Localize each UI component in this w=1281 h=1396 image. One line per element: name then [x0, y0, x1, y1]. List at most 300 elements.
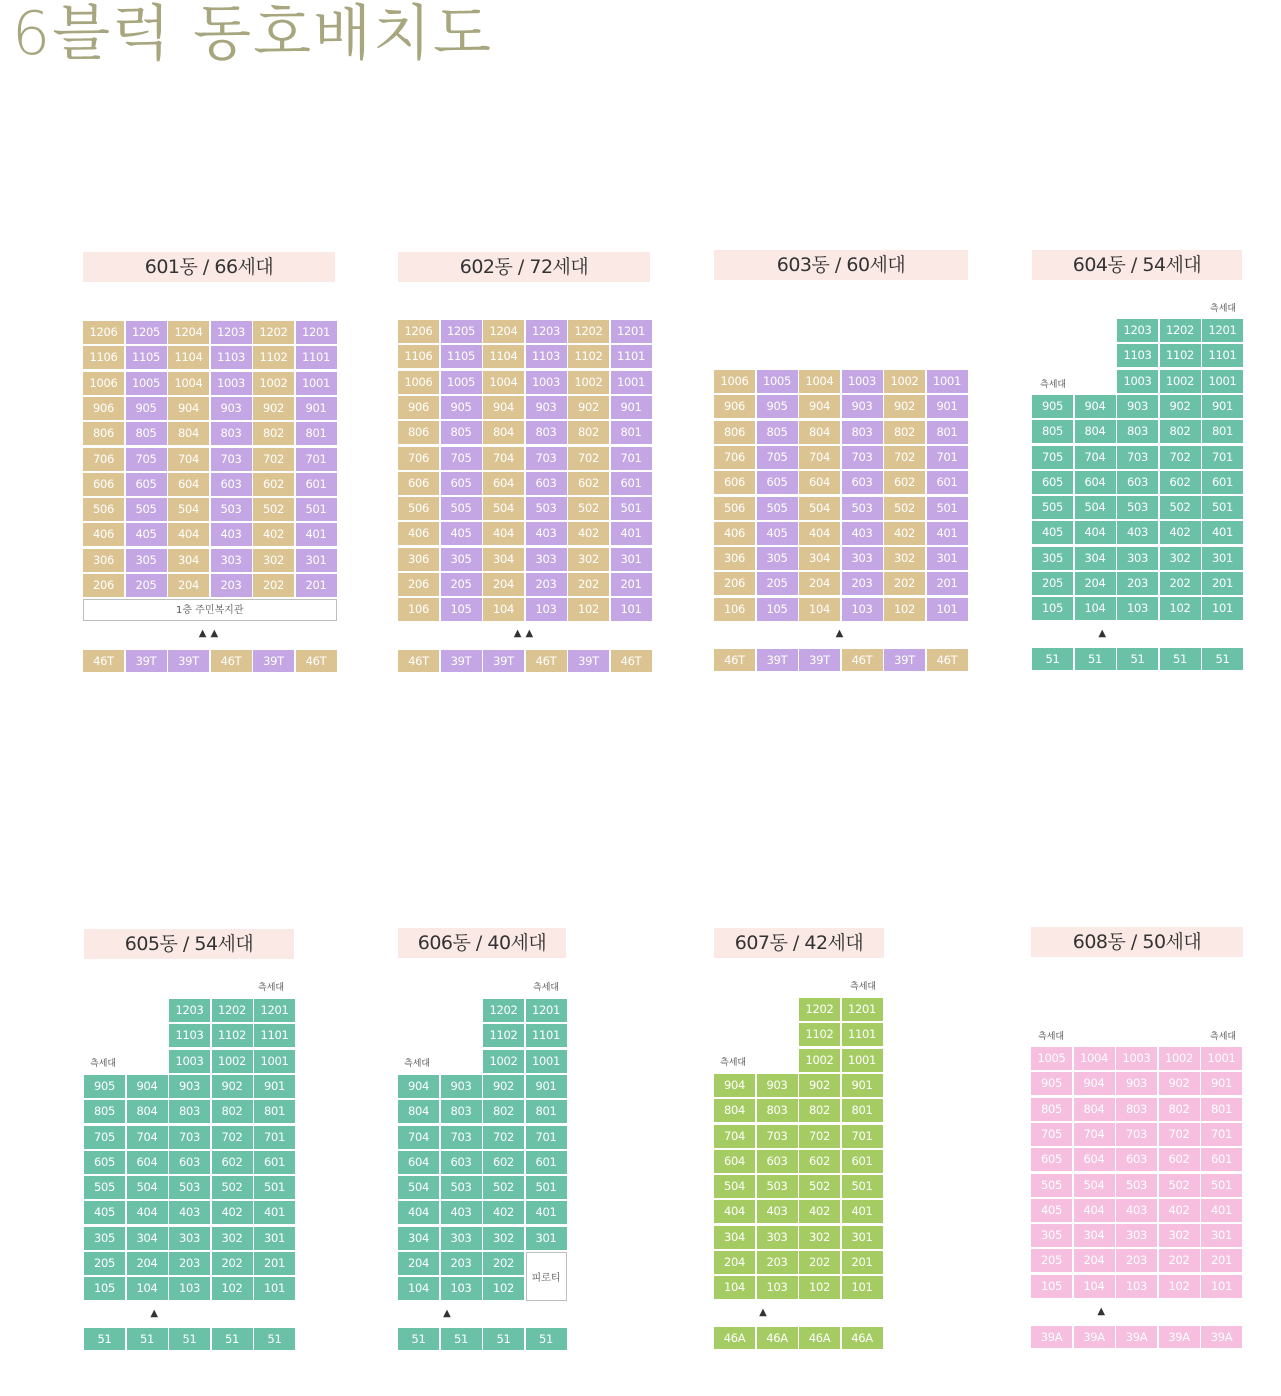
unit-cell: 603 — [441, 1151, 482, 1174]
unit-cell: 106 — [398, 598, 439, 621]
unit-cell: 305 — [126, 549, 167, 572]
unit-cell: 302 — [568, 548, 609, 571]
unit-cell: 104 — [127, 1277, 168, 1300]
unit-cell: 201 — [254, 1252, 295, 1275]
unit-cell: 203 — [757, 1251, 798, 1274]
side-unit-label: 측세대 — [720, 1058, 747, 1068]
unit-cell: 203 — [842, 572, 883, 595]
unit-cell: 602 — [212, 1151, 253, 1174]
unit-cell: 203 — [1117, 572, 1158, 595]
unit-cell: 703 — [169, 1126, 210, 1149]
unit-cell: 1004 — [799, 370, 840, 393]
unit-cell: 606 — [83, 473, 124, 496]
unit-cell: 104 — [799, 598, 840, 621]
unit-cell: 401 — [842, 1200, 883, 1223]
unit-cell: 602 — [799, 1150, 840, 1173]
unit-type-cell: 39T — [483, 650, 524, 672]
unit-cell: 501 — [611, 497, 652, 520]
unit-cell: 1001 — [1201, 1047, 1242, 1070]
unit-cell: 104 — [714, 1276, 755, 1299]
unit-cell: 1001 — [927, 370, 968, 393]
unit-cell: 802 — [212, 1100, 253, 1123]
unit-cell: 701 — [1201, 1123, 1242, 1146]
unit-cell: 603 — [1117, 471, 1158, 494]
unit-cell: 405 — [757, 522, 798, 545]
unit-cell: 501 — [927, 497, 968, 520]
unit-cell: 303 — [169, 1227, 210, 1250]
unit-cell: 504 — [714, 1175, 755, 1198]
building-title-607: 607동 / 42세대 — [714, 928, 884, 958]
unit-cell: 703 — [1117, 446, 1158, 469]
unit-cell: 605 — [84, 1151, 125, 1174]
unit-cell: 902 — [799, 1074, 840, 1097]
unit-type-cell: 39T — [168, 650, 209, 672]
unit-cell: 202 — [884, 572, 925, 595]
unit-cell: 501 — [1201, 1174, 1242, 1197]
unit-cell: 1104 — [168, 346, 209, 369]
unit-type-cell: 46T — [927, 649, 968, 671]
unit-cell: 601 — [296, 473, 337, 496]
unit-cell: 505 — [126, 498, 167, 521]
unit-cell: 402 — [212, 1201, 253, 1224]
entrance-arrow: ▲ — [835, 628, 848, 639]
unit-cell: 901 — [1202, 395, 1243, 418]
unit-cell: 1106 — [83, 346, 124, 369]
unit-cell: 803 — [1117, 420, 1158, 443]
unit-cell: 1202 — [799, 998, 840, 1021]
unit-cell: 1102 — [253, 346, 294, 369]
unit-cell: 605 — [1032, 471, 1073, 494]
unit-cell: 505 — [441, 497, 482, 520]
unit-cell: 1005 — [126, 372, 167, 395]
unit-cell: 1001 — [611, 371, 652, 394]
unit-cell: 401 — [1201, 1199, 1242, 1222]
unit-cell: 703 — [1116, 1123, 1157, 1146]
unit-cell: 404 — [483, 522, 524, 545]
unit-cell: 503 — [1116, 1174, 1157, 1197]
entrance-arrow: ▲ — [1098, 628, 1111, 639]
unit-cell: 905 — [1031, 1072, 1072, 1095]
unit-cell: 603 — [1116, 1148, 1157, 1171]
unit-cell: 101 — [254, 1277, 295, 1300]
unit-cell: 706 — [714, 446, 755, 469]
unit-cell: 1101 — [526, 1024, 567, 1047]
unit-cell: 1001 — [526, 1050, 567, 1073]
unit-cell: 603 — [526, 472, 567, 495]
unit-cell: 305 — [84, 1227, 125, 1250]
unit-cell: 501 — [526, 1176, 567, 1199]
unit-cell: 601 — [254, 1151, 295, 1174]
unit-cell: 103 — [1116, 1275, 1157, 1298]
side-unit-label: 측세대 — [850, 982, 877, 992]
unit-cell: 805 — [441, 421, 482, 444]
building-title-606: 606동 / 40세대 — [398, 928, 566, 958]
unit-cell: 706 — [398, 447, 439, 470]
unit-type-cell: 39A — [1031, 1326, 1072, 1348]
unit-cell: 102 — [1160, 597, 1201, 620]
unit-cell: 301 — [254, 1227, 295, 1250]
unit-cell: 404 — [127, 1201, 168, 1224]
unit-cell: 1106 — [398, 345, 439, 368]
unit-cell: 201 — [1202, 572, 1243, 595]
unit-cell: 704 — [714, 1125, 755, 1148]
unit-cell: 1203 — [526, 320, 567, 343]
unit-cell: 503 — [842, 497, 883, 520]
unit-cell: 701 — [842, 1125, 883, 1148]
unit-cell: 606 — [714, 471, 755, 494]
unit-cell: 103 — [757, 1276, 798, 1299]
unit-cell: 1101 — [296, 346, 337, 369]
unit-type-cell: 46T — [611, 650, 652, 672]
unit-cell: 1205 — [441, 320, 482, 343]
unit-cell: 502 — [483, 1176, 524, 1199]
unit-cell: 503 — [211, 498, 252, 521]
unit-cell: 1004 — [483, 371, 524, 394]
unit-cell: 302 — [212, 1227, 253, 1250]
unit-cell: 904 — [127, 1075, 168, 1098]
unit-cell: 403 — [441, 1201, 482, 1224]
unit-cell: 902 — [568, 396, 609, 419]
unit-cell: 1201 — [254, 999, 295, 1022]
unit-type-cell: 39T — [799, 649, 840, 671]
unit-cell: 305 — [757, 547, 798, 570]
unit-cell: 1102 — [483, 1024, 524, 1047]
unit-cell: 604 — [714, 1150, 755, 1173]
unit-cell: 404 — [1075, 521, 1116, 544]
unit-type-cell: 46T — [842, 649, 883, 671]
unit-cell: 1201 — [526, 999, 567, 1022]
unit-cell: 104 — [398, 1277, 439, 1300]
unit-cell: 601 — [611, 472, 652, 495]
unit-cell: 1002 — [212, 1050, 253, 1073]
piloti-area: 피로티 — [526, 1252, 567, 1301]
unit-cell: 502 — [1159, 1174, 1200, 1197]
unit-cell: 804 — [168, 422, 209, 445]
unit-cell: 503 — [526, 497, 567, 520]
unit-cell: 704 — [398, 1126, 439, 1149]
unit-cell: 1005 — [441, 371, 482, 394]
unit-cell: 401 — [254, 1201, 295, 1224]
unit-cell: 102 — [799, 1276, 840, 1299]
unit-cell: 504 — [483, 497, 524, 520]
unit-cell: 702 — [212, 1126, 253, 1149]
unit-cell: 806 — [83, 422, 124, 445]
unit-type-cell: 46A — [799, 1327, 840, 1349]
unit-type-cell: 39A — [1074, 1326, 1115, 1348]
unit-cell: 1002 — [799, 1049, 840, 1072]
unit-cell: 205 — [1031, 1249, 1072, 1272]
unit-type-cell: 51 — [526, 1328, 567, 1350]
unit-cell: 101 — [1201, 1275, 1242, 1298]
unit-cell: 202 — [483, 1252, 524, 1275]
unit-cell: 906 — [83, 397, 124, 420]
unit-cell: 205 — [1032, 572, 1073, 595]
unit-cell: 801 — [927, 421, 968, 444]
unit-cell: 203 — [169, 1252, 210, 1275]
side-unit-label: 측세대 — [258, 983, 285, 993]
unit-cell: 1102 — [568, 345, 609, 368]
unit-cell: 701 — [927, 446, 968, 469]
unit-cell: 806 — [714, 421, 755, 444]
unit-cell: 1206 — [83, 321, 124, 344]
unit-cell: 1202 — [253, 321, 294, 344]
unit-cell: 906 — [398, 396, 439, 419]
unit-cell: 305 — [441, 548, 482, 571]
unit-cell: 1202 — [483, 999, 524, 1022]
unit-cell: 703 — [441, 1126, 482, 1149]
unit-cell: 702 — [799, 1125, 840, 1148]
unit-type-cell: 39T — [126, 650, 167, 672]
unit-cell: 905 — [757, 395, 798, 418]
unit-cell: 406 — [714, 522, 755, 545]
unit-cell: 302 — [253, 549, 294, 572]
unit-type-cell: 46T — [714, 649, 755, 671]
unit-cell: 901 — [1201, 1072, 1242, 1095]
unit-cell: 1203 — [169, 999, 210, 1022]
unit-type-cell: 39T — [441, 650, 482, 672]
unit-cell: 803 — [526, 421, 567, 444]
unit-cell: 403 — [842, 522, 883, 545]
unit-cell: 201 — [296, 574, 337, 597]
unit-cell: 303 — [842, 547, 883, 570]
entrance-arrow: ▲ — [759, 1307, 771, 1318]
unit-cell: 603 — [169, 1151, 210, 1174]
unit-cell: 203 — [526, 573, 567, 596]
unit-cell: 1105 — [126, 346, 167, 369]
unit-cell: 301 — [1202, 547, 1243, 570]
unit-cell: 704 — [1074, 1123, 1115, 1146]
unit-type-cell: 46T — [83, 650, 124, 672]
unit-cell: 102 — [884, 598, 925, 621]
unit-cell: 1101 — [842, 1023, 883, 1046]
unit-cell: 404 — [714, 1200, 755, 1223]
unit-cell: 906 — [714, 395, 755, 418]
unit-cell: 904 — [714, 1074, 755, 1097]
unit-cell: 903 — [1117, 395, 1158, 418]
building-title-605: 605동 / 54세대 — [84, 929, 294, 959]
unit-cell: 1102 — [212, 1024, 253, 1047]
unit-cell: 702 — [1160, 446, 1201, 469]
unit-cell: 101 — [842, 1276, 883, 1299]
unit-type-cell: 51 — [398, 1328, 439, 1350]
unit-type-cell: 39T — [253, 650, 294, 672]
unit-cell: 901 — [296, 397, 337, 420]
unit-cell: 1003 — [211, 372, 252, 395]
unit-cell: 803 — [1116, 1098, 1157, 1121]
unit-cell: 1101 — [254, 1024, 295, 1047]
unit-type-cell: 46T — [296, 650, 337, 672]
unit-cell: 406 — [83, 523, 124, 546]
unit-type-cell: 51 — [1160, 648, 1201, 670]
side-unit-label: 측세대 — [90, 1059, 117, 1069]
unit-cell: 703 — [526, 447, 567, 470]
unit-cell: 202 — [253, 574, 294, 597]
unit-cell: 601 — [526, 1151, 567, 1174]
unit-cell: 804 — [1074, 1098, 1115, 1121]
unit-cell: 105 — [441, 598, 482, 621]
unit-cell: 1001 — [254, 1050, 295, 1073]
entrance-arrow: ▲▲ — [513, 628, 538, 639]
unit-cell: 501 — [842, 1175, 883, 1198]
unit-cell: 604 — [127, 1151, 168, 1174]
unit-cell: 606 — [398, 472, 439, 495]
unit-cell: 1003 — [169, 1050, 210, 1073]
unit-cell: 502 — [1160, 496, 1201, 519]
unit-type-cell: 51 — [254, 1328, 295, 1350]
unit-cell: 704 — [1075, 446, 1116, 469]
unit-cell: 1202 — [212, 999, 253, 1022]
unit-cell: 705 — [441, 447, 482, 470]
unit-cell: 802 — [1160, 420, 1201, 443]
unit-cell: 402 — [253, 523, 294, 546]
ground-floor-note: 1층 주민복지관 — [83, 599, 337, 621]
unit-type-cell: 46A — [757, 1327, 798, 1349]
unit-cell: 901 — [526, 1075, 567, 1098]
building-title-601: 601동 / 66세대 — [83, 252, 335, 282]
unit-cell: 403 — [211, 523, 252, 546]
unit-cell: 704 — [168, 448, 209, 471]
unit-cell: 1003 — [1117, 370, 1158, 393]
unit-cell: 705 — [1032, 446, 1073, 469]
unit-cell: 101 — [611, 598, 652, 621]
unit-cell: 902 — [253, 397, 294, 420]
unit-cell: 504 — [799, 497, 840, 520]
unit-type-cell: 46A — [842, 1327, 883, 1349]
unit-cell: 705 — [757, 446, 798, 469]
unit-cell: 304 — [168, 549, 209, 572]
unit-cell: 804 — [1075, 420, 1116, 443]
unit-cell: 803 — [169, 1100, 210, 1123]
unit-cell: 902 — [1160, 395, 1201, 418]
building-title-608: 608동 / 50세대 — [1031, 927, 1243, 957]
unit-cell: 301 — [611, 548, 652, 571]
unit-cell: 103 — [526, 598, 567, 621]
unit-cell: 402 — [568, 522, 609, 545]
unit-cell: 1103 — [526, 345, 567, 368]
unit-cell: 1006 — [83, 372, 124, 395]
unit-cell: 202 — [1160, 572, 1201, 595]
unit-cell: 104 — [1075, 597, 1116, 620]
unit-cell: 705 — [1031, 1123, 1072, 1146]
unit-cell: 802 — [483, 1100, 524, 1123]
unit-cell: 801 — [1202, 420, 1243, 443]
unit-cell: 303 — [1117, 547, 1158, 570]
page-title: 6블럭 동호배치도 — [12, 0, 493, 69]
unit-cell: 204 — [714, 1251, 755, 1274]
side-unit-label: 측세대 — [533, 983, 560, 993]
unit-cell: 703 — [211, 448, 252, 471]
unit-cell: 503 — [441, 1176, 482, 1199]
unit-cell: 403 — [169, 1201, 210, 1224]
unit-cell: 904 — [1074, 1072, 1115, 1095]
unit-cell: 903 — [757, 1074, 798, 1097]
unit-cell: 802 — [1159, 1098, 1200, 1121]
unit-cell: 301 — [927, 547, 968, 570]
unit-type-cell: 39A — [1159, 1326, 1200, 1348]
unit-cell: 204 — [127, 1252, 168, 1275]
unit-cell: 102 — [1159, 1275, 1200, 1298]
unit-cell: 801 — [1201, 1098, 1242, 1121]
unit-cell: 702 — [884, 446, 925, 469]
unit-cell: 1004 — [1074, 1047, 1115, 1070]
unit-cell: 701 — [254, 1126, 295, 1149]
unit-type-cell: 51 — [84, 1328, 125, 1350]
unit-cell: 105 — [757, 598, 798, 621]
unit-cell: 901 — [927, 395, 968, 418]
unit-cell: 1004 — [168, 372, 209, 395]
unit-cell: 1203 — [211, 321, 252, 344]
unit-cell: 205 — [757, 572, 798, 595]
unit-cell: 206 — [83, 574, 124, 597]
unit-cell: 605 — [1031, 1148, 1072, 1171]
unit-cell: 506 — [398, 497, 439, 520]
unit-cell: 405 — [84, 1201, 125, 1224]
unit-cell: 803 — [757, 1099, 798, 1122]
unit-cell: 602 — [568, 472, 609, 495]
unit-cell: 204 — [398, 1252, 439, 1275]
unit-cell: 502 — [212, 1176, 253, 1199]
unit-cell: 801 — [296, 422, 337, 445]
unit-type-cell: 51 — [1117, 648, 1158, 670]
unit-cell: 602 — [1159, 1148, 1200, 1171]
unit-cell: 903 — [211, 397, 252, 420]
unit-cell: 503 — [757, 1175, 798, 1198]
unit-type-cell: 51 — [212, 1328, 253, 1350]
unit-cell: 1001 — [296, 372, 337, 395]
unit-cell: 1005 — [757, 370, 798, 393]
unit-cell: 1002 — [568, 371, 609, 394]
unit-cell: 401 — [526, 1201, 567, 1224]
unit-cell: 204 — [168, 574, 209, 597]
unit-cell: 201 — [1201, 1249, 1242, 1272]
unit-cell: 1201 — [1202, 319, 1243, 342]
unit-cell: 903 — [842, 395, 883, 418]
building-title-603: 603동 / 60세대 — [714, 250, 968, 280]
unit-cell: 202 — [212, 1252, 253, 1275]
unit-cell: 901 — [254, 1075, 295, 1098]
unit-cell: 104 — [483, 598, 524, 621]
unit-cell: 604 — [168, 473, 209, 496]
unit-cell: 605 — [441, 472, 482, 495]
unit-cell: 903 — [526, 396, 567, 419]
unit-cell: 101 — [1202, 597, 1243, 620]
unit-cell: 502 — [568, 497, 609, 520]
unit-cell: 402 — [799, 1200, 840, 1223]
unit-cell: 1001 — [1202, 370, 1243, 393]
unit-type-cell: 51 — [483, 1328, 524, 1350]
unit-cell: 203 — [1116, 1249, 1157, 1272]
unit-cell: 302 — [1160, 547, 1201, 570]
unit-cell: 1103 — [169, 1024, 210, 1047]
unit-cell: 202 — [799, 1251, 840, 1274]
unit-type-cell: 51 — [1075, 648, 1116, 670]
unit-cell: 1204 — [168, 321, 209, 344]
unit-cell: 1002 — [253, 372, 294, 395]
unit-cell: 505 — [757, 497, 798, 520]
unit-cell: 104 — [1074, 1275, 1115, 1298]
unit-cell: 1002 — [483, 1050, 524, 1073]
entrance-arrow: ▲ — [1097, 1306, 1110, 1317]
unit-cell: 503 — [169, 1176, 210, 1199]
building-title-602: 602동 / 72세대 — [398, 252, 650, 282]
unit-cell: 405 — [441, 522, 482, 545]
unit-cell: 804 — [398, 1100, 439, 1123]
unit-cell: 1105 — [441, 345, 482, 368]
unit-cell: 604 — [483, 472, 524, 495]
unit-cell: 301 — [842, 1226, 883, 1249]
unit-cell: 304 — [127, 1227, 168, 1250]
unit-cell: 706 — [83, 448, 124, 471]
